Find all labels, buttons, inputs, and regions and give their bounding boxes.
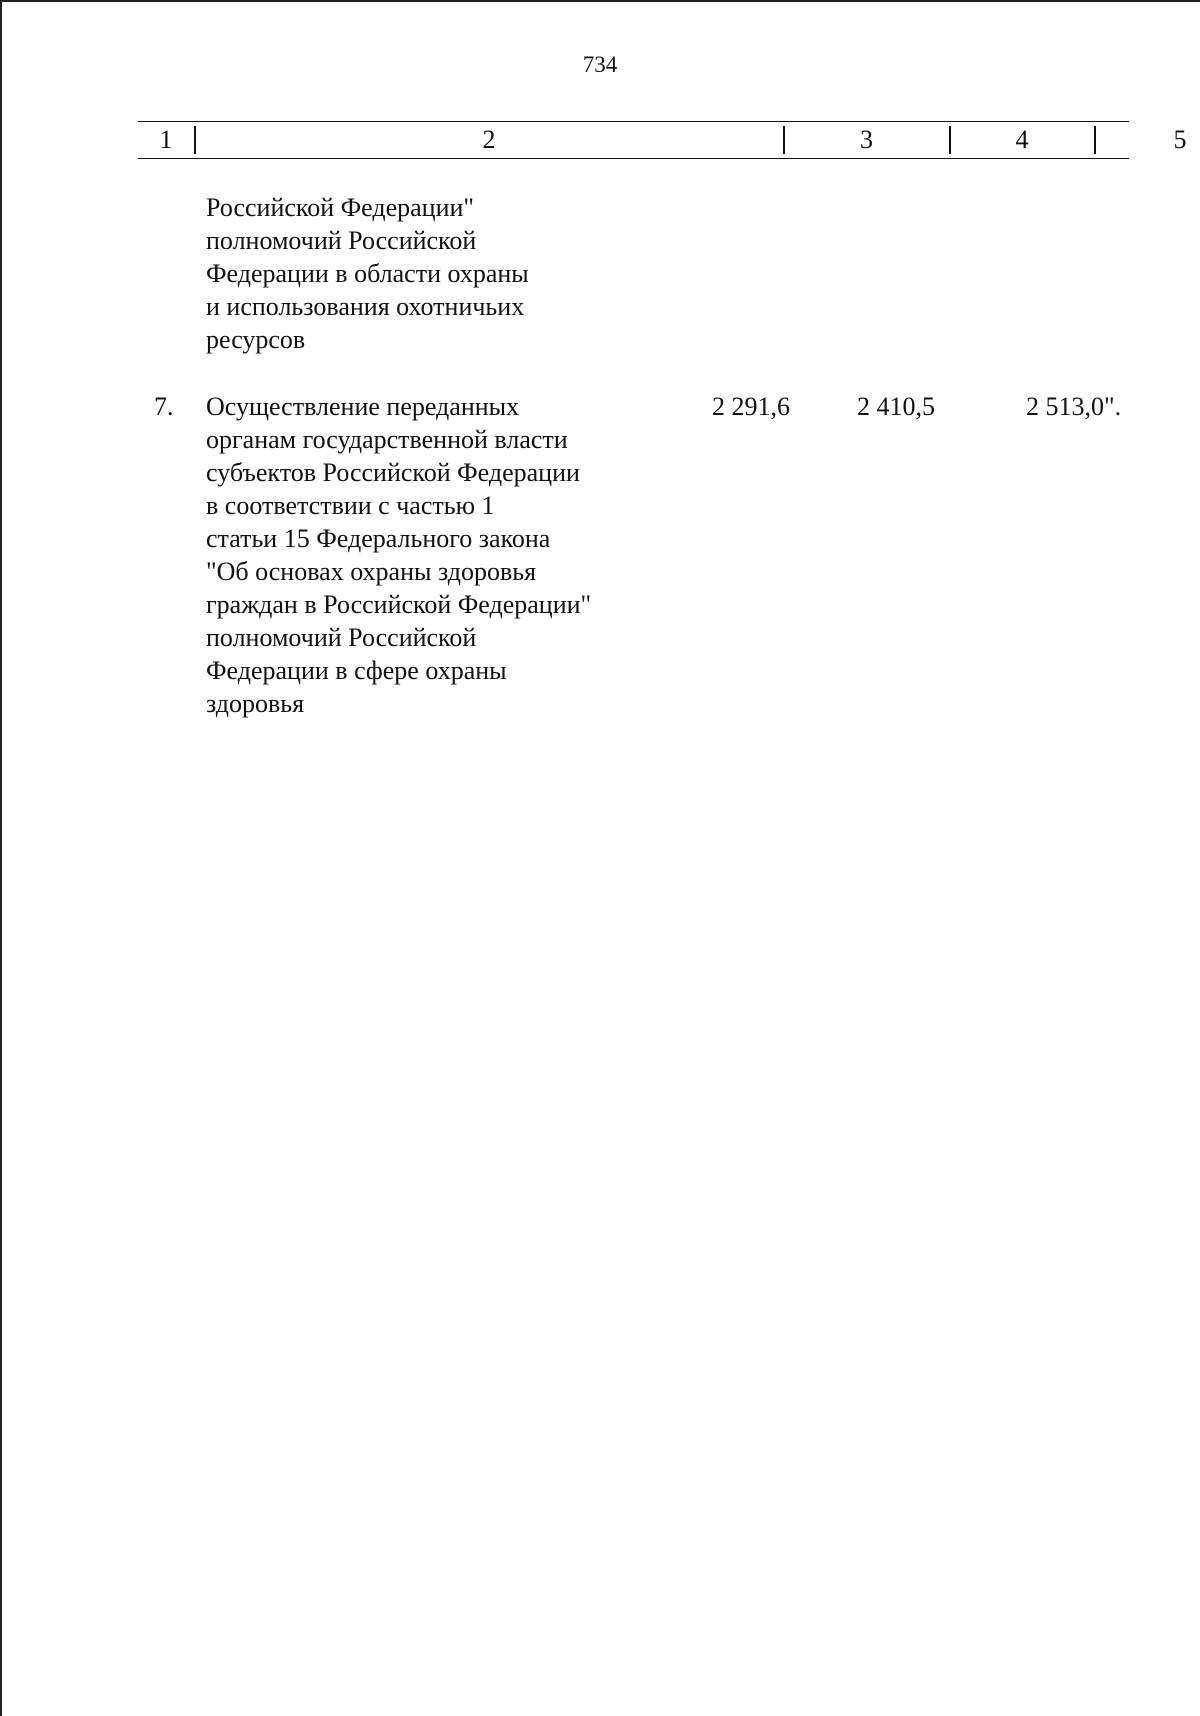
header-col-4: 4 xyxy=(1015,125,1029,154)
header-col-5: 5 xyxy=(1173,125,1187,154)
scan-left-edge xyxy=(0,0,2,1716)
row-7-description: Осуществление переданных органам государственной власти субъектов Российской Федерации в соответствии с частью 1 статьи 15 Федерального закона "Об основах охраны здоровья граждан в Российской Федерации" полномочий Российской Федерации в сфере охраны здоровья xyxy=(206,392,592,718)
row-7-value-col4: 2 410,5 xyxy=(857,392,935,421)
scan-top-edge xyxy=(0,0,1200,2)
header-col-1: 1 xyxy=(159,125,173,154)
header-col-3: 3 xyxy=(860,125,873,154)
continuation-text: Российской Федерации" полномочий Российской Федерации в области охраны и использования охотничьих ресурсов xyxy=(206,193,529,354)
header-col-2: 2 xyxy=(482,125,496,154)
page-number: 734 xyxy=(582,52,618,77)
table-header-row xyxy=(138,121,1187,159)
row-7-value-col3: 2 291,6 xyxy=(712,392,790,421)
row-7-number: 7. xyxy=(154,392,174,421)
row-7-value-col5: 2 513,0". xyxy=(1026,392,1122,421)
